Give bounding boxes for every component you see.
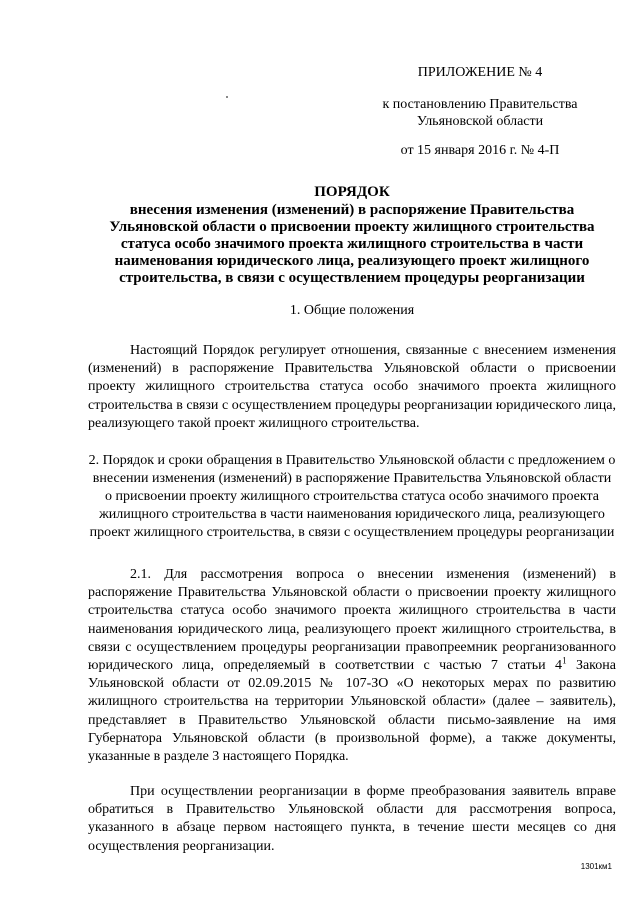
resolution-line-1: к постановлению Правительства	[382, 97, 578, 112]
appendix-label: ПРИЛОЖЕНИЕ № 4	[417, 65, 543, 80]
section-2-heading: 2. Порядок и сроки обращения в Правительство Ульяновской области с предложением о внесении изменения (изменений) в распоряжение Правительства Ульяновской области о присвоении проекту жилищного строительства статуса особо значимого проекта жилищного строительства в части наименования юридического лица, реализующего проект жилищного строительства, в связи с осуществлением процедуры реорганизации	[88, 453, 616, 540]
section-1-paragraph: Настоящий Порядок регулирует отношения, связанные с внесением изменения (изменений) в распоряжение Правительства Ульяновской области о присвоении проекту жилищного строительства статуса особо значимого проекта жилищного строительства в связи с осуществлением процедуры реорганизации юридического лица, реализующего такой проект жилищного строительства.	[88, 343, 616, 431]
resolution-date-number: от 15 января 2016 г. № 4-П	[400, 143, 560, 158]
section-2-1-text-a: 2.1. Для рассмотрения вопроса о внесении изменения (изменений) в распоряжение Правительства Ульяновской области о присвоении проекту жилищного строительства статуса особо значимого проекта жилищного строительства в части наименования юридического лица, реализующего проект жилищного строительства, в связи с осуществлением процедуры реорганизации правопреемник реорганизованного юридического лица, определяемый в соответствии с частью 7 статьи 4	[88, 567, 616, 674]
scan-speck	[226, 96, 228, 98]
resolution-line-2: Ульяновской области	[416, 114, 544, 129]
section-1-heading: 1. Общие положения	[289, 303, 415, 318]
section-2-1-paragraph-2: При осуществлении реорганизации в форме преобразования заявитель вправе обратиться в Правительство Ульяновской области для рассмотрения вопроса, указанного в абзаце первом настоящего пункта, в течение шести месяцев со дня осуществления реорганизации.	[88, 784, 616, 854]
section-2-1-text-b: Закона Ульяновской области от 02.09.2015 № 107-ЗО «О некоторых мерах по развитию жилищного строительства на территории Ульяновской области» (далее – заявитель), представляет в Правительство Ульяновской области письмо-заявление на имя Губернатора Ульяновской области (в произвольной форме), а также документы, указанные в разделе 3 настоящего Порядка.	[88, 658, 616, 765]
document-subtitle: внесения изменения (изменений) в распоряжение Правительства Ульяновской области о присвоении проекту жилищного строительства статуса особо значимого проекта жилищного строительства в части наименования юридического лица, реализующего проект жилищного строительства, в связи с осуществлением процедуры реорганизации	[109, 202, 595, 286]
document-title: ПОРЯДОК	[314, 184, 390, 200]
registration-stamp: 1301км1	[580, 862, 612, 871]
section-2-1-paragraph	[88, 566, 616, 766]
article-superscript: 1	[562, 655, 567, 666]
resolution-reference	[360, 96, 600, 130]
